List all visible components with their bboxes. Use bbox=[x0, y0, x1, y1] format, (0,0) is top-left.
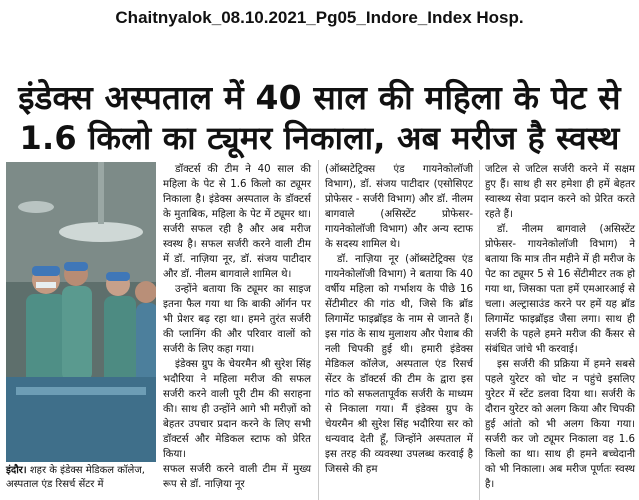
paragraph: सफल सर्जरी करने वाली टीम में मुख्य रूप से डॉ. नाज़िया नूर bbox=[163, 464, 311, 490]
paragraph: जटिल से जटिल सर्जरी करने में सक्षम हुए हैं। साथ ही सर हमेशा ही हमें बेहतर स्वास्थ्य सेवा प्रदान करने को प्रेरित करते रहते हैं। bbox=[485, 164, 635, 220]
paragraph: उन्होंने बताया कि ट्यूमर का साइज इतना फैल गया था कि बाकी ऑर्गन पर भी प्रेशर बढ़ रहा था। हमने तुरंत सर्जरी की प्लानिंग की और परिवार वालों को सर्जरी के लिए कहा गया। bbox=[163, 284, 311, 355]
paragraph: डॉ. नीलम बागवाले (असिस्टेंट प्रोफेसर- गायनेकोलॉजी विभाग) ने बताया कि मात्र तीन महीने में ही मरीज के पेट का ट्यूमर 5 से 16 सेंटीमीटर तक हो गया था, जिसका पता हमें एमआरआई से चला। अल्ट्रासाउंड करने पर हमें यह ब्रॉड लिगामेंट फाइब्रॉइड जैसा लगा। साथ ही सर्जरी के पहले हमने मरीज की कैंसर से संबंधित जांचे भी करवाई। bbox=[485, 224, 635, 355]
photo-caption-place: इंदौर। bbox=[6, 465, 27, 476]
column-divider bbox=[318, 160, 319, 500]
paragraph: इस सर्जरी की प्रक्रिया में हमने सबसे पहले युरेटर को चोट न पहुंचे इसलिए युरेटर में स्टेंट डलवा दिया था। सर्जरी के दौरान युरेटर को अलग किया और चिपकी हुई आंतो को भी अलग किया गया। सर्जरी कर जो ट्यूमर निकाला वह 1.6 किलो का था। साथ ही हमने बच्चेदानी को भी निकाला। अब मरीज पूर्णतः स्वस्थ है। bbox=[485, 359, 635, 490]
paragraph: इंडेक्स ग्रुप के चेयरमैन श्री सुरेश सिंह भदौरिया ने महिला मरीज की सफल सर्जरी करने वाली पूरी टीम की सराहना की। साथ ही उन्होंने आगे भी मरीज़ों को बेहतर उपचार प्रदान करने के लिए सभी डॉक्टर्स और मेडिकल स्टाफ को प्रेरित किया। bbox=[163, 359, 311, 460]
surgery-team-photo-illustration bbox=[6, 162, 156, 462]
clipping-source-label: Chaitnyalok_08.10.2021_Pg05_Indore_Index Hosp. bbox=[115, 8, 524, 27]
photo-caption-text: शहर के इंडेक्स मेडिकल कॉलेज, अस्पताल एंड रिसर्च सेंटर में bbox=[6, 465, 145, 490]
column-divider bbox=[479, 160, 480, 500]
photo-caption bbox=[6, 464, 158, 492]
headline-line-2: 1.6 किलो का ट्यूमर निकाला, अब मरीज है स्वस्थ bbox=[19, 119, 620, 157]
article-column-3 bbox=[485, 162, 635, 492]
paragraph: डॉक्टर्स की टीम ने 40 साल की महिला के पेट से 1.6 किलो का ट्यूमर निकाला है। इंडेक्स अस्पताल के डॉक्टर्स के मुताबिक, महिला के पेट में ट्यूमर था। सर्जरी सफल रही है और अब मरीज स्वस्थ है। सफल सर्जरी करने वाली टीम में डॉ. नाज़िया नूर, डॉ. संजय पाटीदार और डॉ. नीलम बागवाले शामिल थे। bbox=[163, 164, 311, 280]
headline-line-1: इंडेक्स अस्पताल में 40 साल की महिला के पेट से bbox=[18, 78, 621, 117]
paragraph: डॉ. नाज़िया नूर (ऑब्सटेट्रिक्स एंड गायनेकोलॉजी विभाग) ने बताया कि 40 वर्षीय महिला को गर्भाशय के पीछे 16 सेंटीमीटर की गांठ थी, जिसे कि ब्रॉड लिगामेंट फाइब्रॉइड के नाम से जानते हैं। इस गांठ के साथ मुलाशय और पेशाब की नली चिपकी हुई थी। हमारी इंडेक्स मेडिकल कॉलेज, अस्पताल एंड रिसर्च सेंटर के डॉक्टर्स की टीम के द्वारा इस गांठ को सफलतापूर्वक सर्जरी के माध्यम से निकाला गया। मैं इंडेक्स ग्रुप के चेयरमैन श्री सुरेश सिंह भदौरिया सर को धन्यवाद देती हूँ, जिन्होंने अस्पताल में इस तरह की व्यवस्था उपलब्ध करवाई है जिससे की हम bbox=[325, 254, 473, 475]
article-column-1 bbox=[163, 162, 311, 492]
surgery-team-photo bbox=[6, 162, 156, 462]
paragraph: (ऑब्सटेट्रिक्स एंड गायनेकोलॉजी विभाग), डॉ. संजय पाटीदार (एसोसिएट प्रोफेसर - सर्जरी विभाग) और डॉ. नीलम बागवाले (असिस्टेंट प्रोफेसर- गायनेकोलॉजी विभाग) और अन्य स्टाफ के सदस्य शामिल थे। bbox=[325, 164, 473, 250]
article-column-2 bbox=[325, 162, 473, 477]
